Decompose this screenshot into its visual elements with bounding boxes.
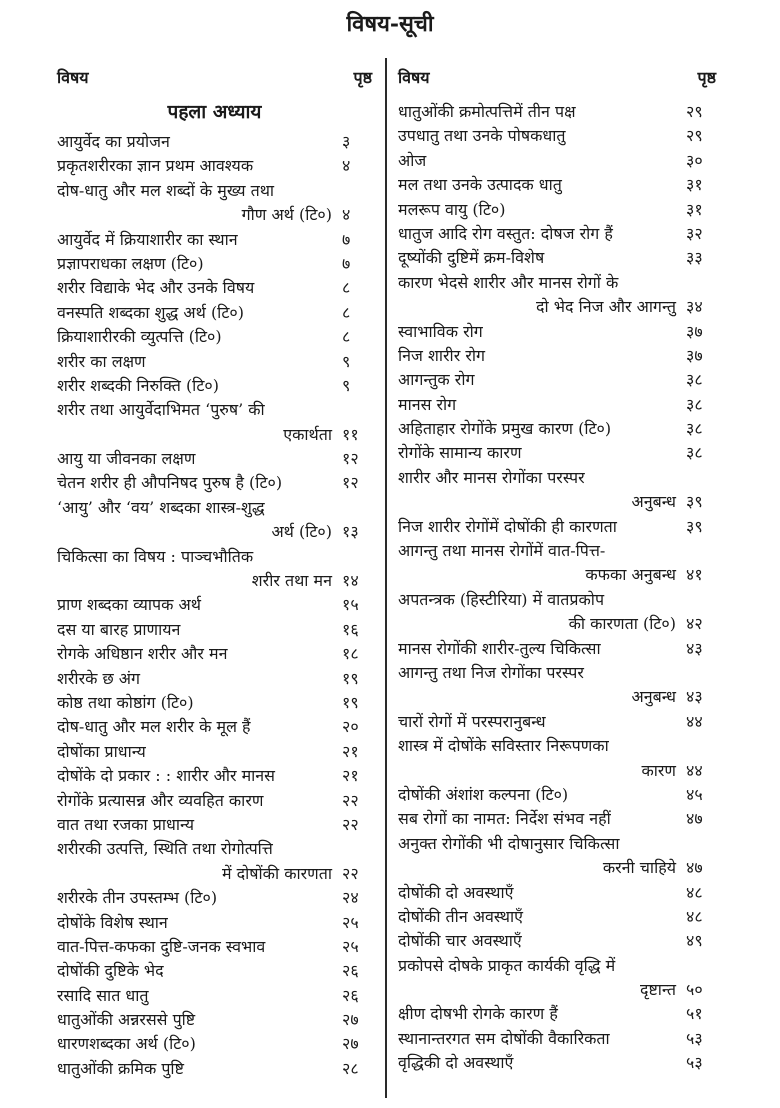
toc-entry[interactable]: [398, 149, 716, 173]
entry-page-number: ९: [342, 351, 351, 371]
toc-entry[interactable]: [57, 374, 372, 398]
entry-page-number: ४: [342, 156, 351, 176]
entry-page-number: ७: [342, 253, 351, 273]
toc-entry[interactable]: [57, 764, 372, 788]
toc-entry[interactable]: [57, 740, 372, 764]
toc-entry[interactable]: [57, 618, 372, 642]
entry-page-number: १६: [342, 619, 359, 639]
entry-page-number: २२: [342, 814, 359, 834]
entry-title: दोषोंके विशेष स्थान: [57, 912, 168, 932]
entry-title: चेतन शरीर ही औपनिषद पुरुष है (टि०): [57, 473, 283, 493]
toc-entry[interactable]: [57, 789, 372, 813]
entry-title: आगन्तु तथा मानस रोगोंमें वात-पित्त-: [398, 541, 606, 561]
entry-title: मलरूप वायु (टि०): [398, 199, 506, 219]
entry-page-number: ५०: [686, 980, 703, 1000]
page-header: पृष्ठ: [353, 68, 372, 87]
toc-entry[interactable]: [398, 954, 716, 1003]
entry-title: दस या बारह प्राणायन: [57, 619, 181, 639]
toc-entry[interactable]: [398, 929, 716, 953]
entry-page-number: ४१: [686, 565, 703, 585]
entry-title: आयुर्वेद का प्रयोजन: [57, 132, 170, 151]
toc-entry[interactable]: [57, 642, 372, 666]
entry-page-number: १८: [342, 644, 359, 664]
entry-page-number: ३८: [686, 370, 703, 390]
toc-entry[interactable]: [57, 911, 372, 935]
toc-entry[interactable]: [57, 154, 372, 178]
toc-entry[interactable]: [398, 1051, 716, 1075]
entry-page-number: ८: [342, 302, 351, 322]
entry-title: रसादि सात धातु: [57, 985, 149, 1005]
toc-entry[interactable]: [398, 661, 716, 710]
entry-title: अनुक्त रोगोंकी भी दोषानुसार चिकित्सा: [398, 833, 620, 853]
entry-page-number: ३१: [686, 199, 703, 219]
entry-page-number: २२: [342, 863, 359, 883]
subject-header: विषय: [398, 68, 430, 87]
entry-page-number: ४८: [686, 882, 703, 902]
entry-title: कोष्ठ तथा कोष्ठांग (टि०): [57, 692, 194, 712]
entry-title: दोषोंकी दो अवस्थाएँ: [398, 882, 514, 902]
page-spacer: [342, 179, 372, 203]
toc-entry[interactable]: [57, 959, 372, 983]
entry-page-number: २१: [342, 741, 359, 761]
entry-title: गौण अर्थ (टि०): [241, 205, 332, 225]
toc-entry[interactable]: [57, 593, 372, 617]
entry-title: क्रियाशारीरकी व्युत्पत्ति (टि०): [57, 327, 222, 347]
entry-page-number: ४२: [686, 614, 703, 634]
entry-page-number: २२: [342, 790, 359, 810]
entry-title: स्वाभाविक रोग: [398, 321, 483, 341]
entry-page-number: ४८: [686, 906, 703, 926]
entry-page-number: २४: [342, 888, 359, 908]
page-spacer: [342, 496, 372, 520]
entry-title: आगन्तुक रोग: [398, 370, 475, 390]
entry-page-number: ७: [342, 229, 351, 249]
entry-title: रोगोंके सामान्य कारण: [398, 443, 522, 463]
contents-left-column: [57, 62, 372, 1081]
toc-entry[interactable]: [398, 368, 716, 392]
entry-title: निज शारीर रोग: [398, 345, 486, 365]
toc-entry[interactable]: [398, 124, 716, 148]
entry-page-number: ५३: [686, 1028, 703, 1048]
entry-title: स्थानान्तरगत सम दोषोंकी वैकारिकता: [398, 1028, 610, 1048]
entry-title: दोष-धातु और मल शब्दों के मुख्य तथा: [57, 180, 275, 200]
entry-title: आयुर्वेद में क्रियाशारीर का स्थान: [57, 229, 238, 249]
entry-page-number: २५: [342, 936, 359, 956]
entry-page-number: २६: [342, 985, 359, 1005]
entry-title: करनी चाहिये: [602, 858, 676, 878]
entry-page-number: ३९: [686, 492, 703, 512]
entry-page-number: ५३: [686, 1053, 703, 1073]
toc-entry[interactable]: [398, 320, 716, 344]
entry-title: शरीर विद्याके भेद और उनके विषय: [57, 278, 255, 298]
entry-title: शास्त्र में दोषोंके सविस्तार निरूपणका: [398, 736, 609, 756]
entry-page-number: ८: [342, 278, 351, 298]
toc-entry[interactable]: [398, 1002, 716, 1026]
entry-page-number: ३७: [686, 321, 703, 341]
toc-entry[interactable]: [398, 393, 716, 417]
entry-title: दोषोंके दो प्रकार : : शारीर और मानस: [57, 766, 275, 786]
entry-list: [57, 130, 372, 1081]
toc-entry[interactable]: [57, 813, 372, 837]
entry-page-number: ४९: [686, 931, 703, 951]
toc-entry[interactable]: [398, 515, 716, 539]
entry-title: अर्थ (टि०): [271, 522, 332, 542]
toc-entry[interactable]: [398, 1027, 716, 1051]
page-spacer: [686, 734, 716, 758]
toc-entry[interactable]: [57, 447, 372, 471]
entry-title: सब रोगों का नामत: निर्देश संभव नहीं: [398, 809, 611, 829]
entry-title: दोषोंकी दुष्टिके भेद: [57, 961, 164, 981]
entry-page-number: ४७: [686, 858, 703, 878]
toc-entry[interactable]: [57, 667, 372, 691]
entry-title: चिकित्सा का विषय : पाञ्चभौतिक: [57, 546, 254, 566]
toc-entry[interactable]: [57, 325, 372, 349]
page-spacer: [342, 837, 372, 861]
entry-title: दोषोंकी चार अवस्थाएँ: [398, 931, 522, 951]
toc-entry[interactable]: [57, 837, 372, 886]
column-header: [57, 62, 372, 94]
entry-title: कारण: [641, 760, 676, 780]
entry-title: अहिताहार रोगोंके प्रमुख कारण (टि०): [398, 419, 612, 439]
toc-entry[interactable]: [398, 100, 716, 124]
page-title: विषय-सूची: [346, 11, 434, 37]
toc-entry[interactable]: [57, 276, 372, 300]
toc-entry[interactable]: [57, 935, 372, 959]
column-divider: [385, 58, 387, 1098]
entry-title: दोषोंकी तीन अवस्थाएँ: [398, 906, 524, 926]
entry-title: रोगोंके प्रत्यासन्न और व्यवहित कारण: [57, 790, 264, 810]
entry-title: शरीर तथा आयुर्वेदाभिमत ‘पुरुष’ की: [57, 400, 265, 420]
entry-page-number: २९: [686, 126, 703, 146]
entry-page-number: २६: [342, 961, 359, 981]
toc-entry[interactable]: [57, 252, 372, 276]
entry-page-number: ११: [342, 424, 359, 444]
toc-entry[interactable]: [398, 734, 716, 783]
toc-entry[interactable]: [398, 807, 716, 831]
toc-entry[interactable]: [57, 715, 372, 739]
page-spacer: [686, 539, 716, 563]
entry-title: धातुज आदि रोग वस्तुत: दोषज रोग हैं: [398, 223, 613, 243]
entry-page-number: १२: [342, 473, 359, 493]
toc-entry[interactable]: [57, 545, 372, 594]
entry-page-number: ४४: [686, 760, 703, 780]
entry-title: निज शारीर रोगोंमें दोषोंकी ही कारणता: [398, 516, 617, 536]
toc-entry[interactable]: [398, 710, 716, 734]
toc-entry[interactable]: [398, 637, 716, 661]
entry-title: अनुबन्ध: [631, 687, 676, 707]
page-spacer: [342, 398, 372, 422]
toc-entry[interactable]: [398, 271, 716, 320]
entry-title: शारीर और मानस रोगोंका परस्पर: [398, 467, 585, 487]
entry-title: दोषोंकी अंशांश कल्पना (टि०): [398, 784, 569, 804]
toc-entry[interactable]: [57, 886, 372, 910]
entry-page-number: ५१: [686, 1004, 703, 1024]
entry-title: शरीरके तीन उपस्तम्भ (टि०): [57, 888, 218, 908]
entry-title: आगन्तु तथा निज रोगोंका परस्पर: [398, 662, 584, 682]
entry-list: [398, 100, 716, 1076]
entry-title: कफका अनुबन्ध: [585, 565, 676, 585]
entry-page-number: ४७: [686, 809, 703, 829]
entry-title: दोष-धातु और मल शरीर के मूल हैं: [57, 717, 251, 737]
entry-title: दो भेद निज और आगन्तु: [536, 297, 676, 317]
page-spacer: [686, 466, 716, 490]
subject-header: विषय: [57, 68, 89, 87]
toc-entry[interactable]: [57, 301, 372, 325]
entry-title: ओज: [398, 150, 427, 170]
entry-page-number: १३: [342, 522, 359, 542]
entry-title: उपधातु तथा उनके पोषकधातु: [398, 126, 566, 146]
entry-title: शरीरके छ अंग: [57, 668, 141, 688]
toc-entry[interactable]: [57, 984, 372, 1008]
entry-title: दोषोंका प्राधान्य: [57, 741, 146, 761]
entry-title: मल तथा उनके उत्पादक धातु: [398, 175, 562, 195]
toc-entry[interactable]: [398, 588, 716, 637]
entry-title: आयु या जीवनका लक्षण: [57, 449, 196, 469]
toc-entry[interactable]: [57, 471, 372, 495]
entry-page-number: ४: [342, 205, 351, 225]
entry-page-number: ३२: [686, 223, 703, 243]
toc-entry[interactable]: [398, 173, 716, 197]
entry-page-number: २८: [342, 1058, 359, 1078]
toc-entry[interactable]: [398, 222, 716, 246]
entry-title: शरीर शब्दकी निरुक्ति (टि०): [57, 375, 219, 395]
entry-title: शरीरकी उत्पत्ति, स्थिति तथा रोगोत्पत्ति: [57, 839, 273, 859]
entry-title: शरीर तथा मन: [251, 571, 332, 591]
toc-entry[interactable]: [398, 417, 716, 441]
entry-title: मानस रोगोंकी शारीर-तुल्य चिकित्सा: [398, 638, 601, 658]
toc-entry[interactable]: [57, 130, 372, 154]
toc-entry[interactable]: [398, 441, 716, 465]
entry-page-number: ३८: [686, 419, 703, 439]
chapter-heading: पहला अध्याय: [167, 101, 262, 123]
entry-title: क्षीण दोषभी रोगके कारण हैं: [398, 1004, 558, 1024]
toc-entry[interactable]: [57, 398, 372, 447]
page-header: पृष्ठ: [697, 68, 716, 87]
entry-title: धारणशब्दका अर्थ (टि०): [57, 1034, 196, 1054]
entry-page-number: ३७: [686, 345, 703, 365]
toc-entry[interactable]: [57, 228, 372, 252]
toc-entry[interactable]: [57, 496, 372, 545]
entry-title: प्रकोपसे दोषके प्राकृत कार्यकी वृद्धि में: [398, 955, 616, 975]
entry-title: चारों रोगों में परस्परानुबन्ध: [398, 711, 546, 731]
page-spacer: [686, 661, 716, 685]
entry-title: वनस्पति शब्दका शुद्ध अर्थ (टि०): [57, 302, 244, 322]
entry-title: अनुबन्ध: [631, 492, 676, 512]
entry-page-number: ३०: [686, 150, 703, 170]
toc-entry[interactable]: [398, 198, 716, 222]
entry-title: शरीर का लक्षण: [57, 351, 146, 371]
entry-title: दूष्योंकी दुष्टिमें क्रम-विशेष: [398, 248, 545, 268]
entry-title: दृष्टान्त: [639, 980, 676, 1000]
page-spacer: [686, 832, 716, 856]
toc-entry[interactable]: [398, 539, 716, 588]
entry-title: प्रकृतशरीरका ज्ञान प्रथम आवश्यक: [57, 156, 254, 176]
entry-title: वात-पित्त-कफका दुष्टि-जनक स्वभाव: [57, 936, 266, 956]
toc-entry[interactable]: [398, 783, 716, 807]
entry-page-number: १९: [342, 668, 359, 688]
entry-page-number: ३९: [686, 516, 703, 536]
entry-title: धातुओंकी क्रमिक पुष्टि: [57, 1058, 184, 1078]
page-spacer: [342, 545, 372, 569]
entry-page-number: ४५: [686, 784, 703, 804]
entry-page-number: ३३: [686, 248, 703, 268]
page-spacer: [686, 954, 716, 978]
toc-entry[interactable]: [398, 246, 716, 270]
column-header: [398, 62, 716, 94]
entry-page-number: ३८: [686, 394, 703, 414]
toc-entry[interactable]: [398, 881, 716, 905]
entry-page-number: ३१: [686, 175, 703, 195]
entry-title: धातुओंकी अन्नरससे पुष्टि: [57, 1010, 196, 1030]
entry-page-number: १२: [342, 449, 359, 469]
entry-page-number: ३: [342, 132, 351, 151]
entry-title: एकार्थता: [283, 424, 332, 444]
entry-title: वृद्धिकी दो अवस्थाएँ: [398, 1053, 514, 1073]
entry-page-number: ४३: [686, 687, 703, 707]
entry-title: मानस रोग: [398, 394, 457, 414]
page-spacer: [686, 271, 716, 295]
entry-page-number: ४४: [686, 711, 703, 731]
entry-page-number: ४३: [686, 638, 703, 658]
entry-title: प्रज्ञापराधका लक्षण (टि०): [57, 253, 204, 273]
entry-title: कारण भेदसे शारीर और मानस रोगों के: [398, 272, 619, 292]
toc-entry[interactable]: [57, 1032, 372, 1056]
entry-page-number: २९: [686, 102, 703, 121]
toc-entry[interactable]: [57, 691, 372, 715]
entry-page-number: १४: [342, 571, 359, 591]
entry-title: की कारणता (टि०): [568, 614, 676, 634]
entry-page-number: ३४: [686, 297, 703, 317]
toc-entry[interactable]: [57, 1008, 372, 1032]
entry-page-number: १५: [342, 595, 359, 615]
entry-title: प्राण शब्दका व्यापक अर्थ: [57, 595, 201, 615]
entry-page-number: ९: [342, 375, 351, 395]
entry-title: ‘आयु’ और ‘वय’ शब्दका शास्त्र-शुद्ध: [57, 497, 265, 517]
entry-page-number: १९: [342, 692, 359, 712]
contents-right-column: [398, 62, 716, 1076]
entry-title: अपतन्त्रक (हिस्टीरिया) में वातप्रकोप: [398, 589, 605, 609]
entry-title: में दोषोंकी कारणता: [221, 863, 332, 883]
page-spacer: [686, 588, 716, 612]
entry-title: धातुओंकी क्रमोत्पत्तिमें तीन पक्ष: [398, 102, 576, 121]
entry-page-number: २७: [342, 1034, 359, 1054]
toc-entry[interactable]: [398, 832, 716, 881]
toc-entry[interactable]: [57, 179, 372, 228]
entry-title: रोगके अधिष्ठान शरीर और मन: [57, 644, 228, 664]
entry-page-number: २१: [342, 766, 359, 786]
entry-title: वात तथा रजका प्राधान्य: [57, 814, 194, 834]
toc-entry[interactable]: [398, 344, 716, 368]
entry-page-number: ८: [342, 327, 351, 347]
entry-page-number: २५: [342, 912, 359, 932]
entry-page-number: २०: [342, 717, 359, 737]
entry-page-number: ३८: [686, 443, 703, 463]
toc-entry[interactable]: [57, 1057, 372, 1081]
toc-entry[interactable]: [57, 350, 372, 374]
toc-entry[interactable]: [398, 466, 716, 515]
toc-entry[interactable]: [398, 905, 716, 929]
entry-page-number: २७: [342, 1010, 359, 1030]
